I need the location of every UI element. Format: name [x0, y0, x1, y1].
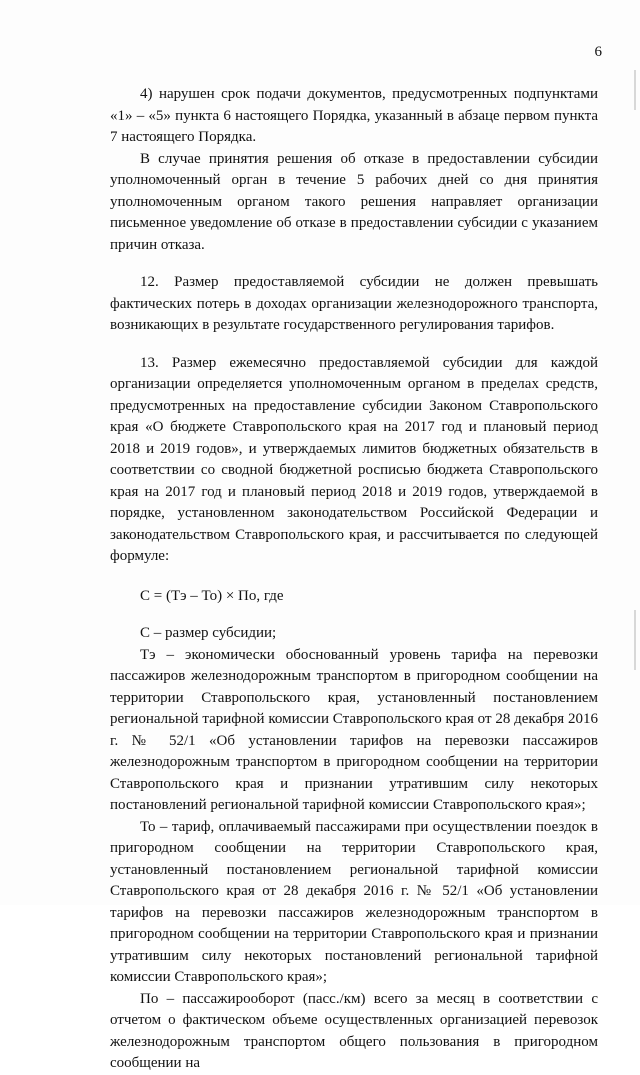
- paragraph-refusal-notice: В случае принятия решения об отказе в предоставлении субсидии уполномоченный орган в течение 5 рабочих дней со дня принятия уполномоченным органом такого решения направляет организации письменное уведомление об отказе в предоставлении субсидии с указанием причин отказа.: [110, 150, 598, 253]
- page-number: 6: [594, 44, 602, 60]
- definition-to: То – тариф, оплачиваемый пассажирами при осуществлении поездок в пригородном сообщении на территории Ставропольского края, установленный постановлением региональной тарифной комиссии Ставропольского края от 28 декабря 2016 г. № 52/1 «Об установлении тарифов на перевозки пассажиров железнодорожным транспортом в пригородном сообщении на территории Ставропольского края и признании утратившим силу некоторых постановлений региональной тарифной комиссии Ставропольского края»;: [110, 818, 598, 985]
- scan-edge-mark: [634, 70, 636, 110]
- scan-edge-mark: [634, 610, 636, 670]
- paragraph-13: 13. Размер ежемесячно предоставляемой субсидии для каждой организации определяется уполномоченным органом в пределах средств, предусмотренных на предоставление субсидии Законом Ставропольского края «О бюджете Ставропольского края на 2017 год и плановый период 2018 и 2019 годов», и утверждаемых лимитов бюджетных обязательств в соответствии со сводной бюджетной росписью бюджета Ставропольского края на 2017 год и плановый период 2018 и 2019 годов, утверждаемой в порядке, установленном законодательством Российской Федерации и законодательством Ставропольского края, и рассчитывается по следующей формуле:: [110, 354, 598, 564]
- subsidy-formula: С = (Тэ – То) × По, где: [140, 587, 284, 604]
- definition-po: По – пассажирооборот (пасс./км) всего за месяц в соответствии с отчетом о фактическом объеме осуществленных организацией перевозок железнодорожным транспортом общего пользования в пригородном сообщении на: [110, 990, 598, 1071]
- paragraph-12: 12. Размер предоставляемой субсидии не должен превышать фактических потерь в доходах организации железнодорожного транспорта, возникающих в результате государственного регулирования тарифов.: [110, 274, 598, 333]
- definition-te: Тэ – экономически обоснованный уровень тарифа на перевозки пассажиров железнодорожным транспортом в пригородном сообщении на территории Ставропольского края, установленный постановлением региональной тарифной комиссии Ставропольского края от 28 декабря 2016 г. № 52/1 «Об установлении тарифов на перевозки пассажиров железнодорожным транспортом в пригородном сообщении на территории Ставропольского края и признании утратившим силу некоторых постановлений региональной тарифной комиссии Ставропольского края»;: [110, 646, 598, 813]
- document-body: [110, 84, 598, 1075]
- paragraph-item-4: 4) нарушен срок подачи документов, предусмотренных подпунктами «1» – «5» пункта 6 настоящего Порядка, указанный в абзаце первом пункта 7 настоящего Порядка.: [110, 86, 598, 145]
- definition-c: С – размер субсидии;: [140, 625, 277, 641]
